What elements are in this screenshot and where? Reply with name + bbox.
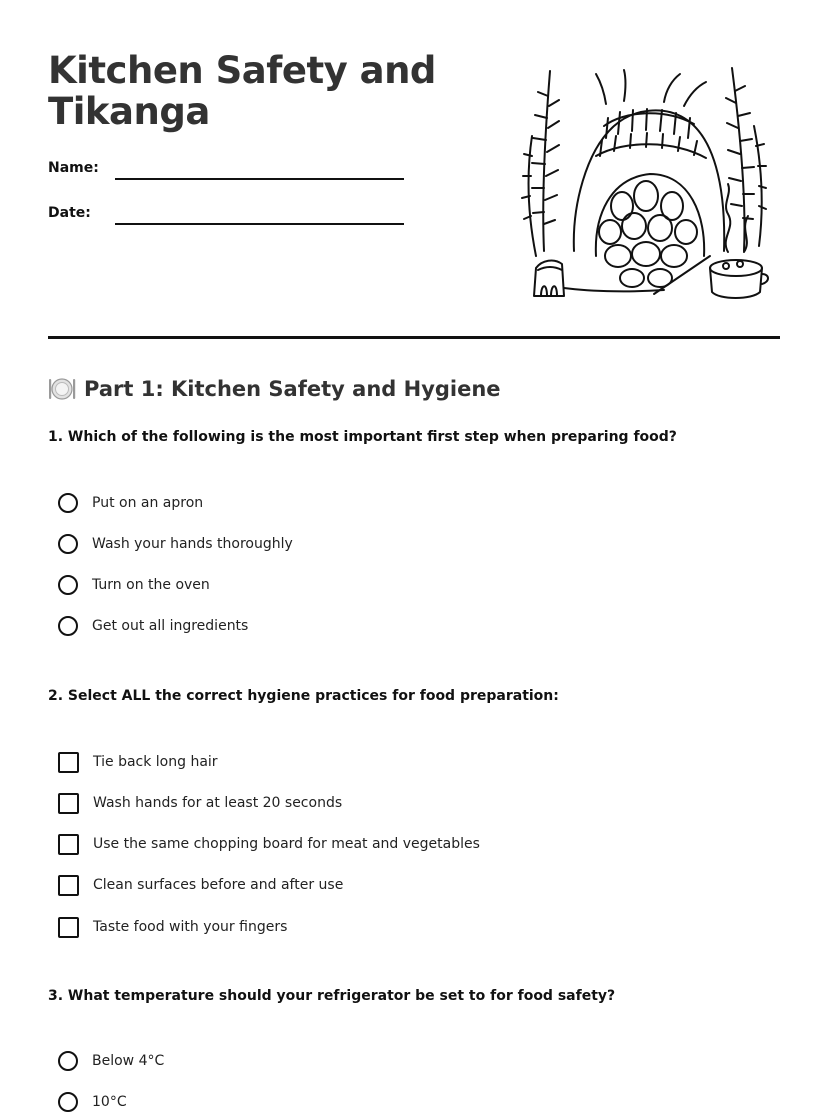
radio-button[interactable] bbox=[58, 616, 78, 636]
question-2: 2. Select ALL the correct hygiene practices for food preparation: bbox=[48, 688, 559, 704]
radio-button[interactable] bbox=[58, 575, 78, 595]
worksheet-title: Kitchen Safety and Tikanga bbox=[48, 49, 436, 133]
radio-button[interactable] bbox=[58, 1051, 78, 1071]
date-label: Date: bbox=[48, 205, 91, 221]
option-label: Below 4°C bbox=[92, 1053, 165, 1069]
name-line[interactable] bbox=[115, 178, 404, 180]
date-field[interactable] bbox=[48, 205, 408, 229]
name-label: Name: bbox=[48, 160, 99, 176]
option-label: 10°C bbox=[92, 1094, 127, 1110]
question-1: 1. Which of the following is the most important first step when preparing food? bbox=[48, 429, 677, 445]
question-3: 3. What temperature should your refrigerator be set to for food safety? bbox=[48, 988, 616, 1004]
checkbox[interactable] bbox=[58, 793, 79, 814]
q2-option-2[interactable] bbox=[58, 791, 342, 815]
q3-option-1[interactable] bbox=[58, 1049, 164, 1073]
option-label: Taste food with your fingers bbox=[93, 919, 288, 935]
name-field[interactable] bbox=[48, 160, 408, 184]
radio-button[interactable] bbox=[58, 534, 78, 554]
date-line[interactable] bbox=[115, 223, 404, 225]
q1-option-2[interactable] bbox=[58, 532, 293, 556]
q1-option-1[interactable] bbox=[58, 491, 203, 515]
checkbox[interactable] bbox=[58, 752, 79, 773]
checkbox[interactable] bbox=[58, 875, 79, 896]
option-label: Clean surfaces before and after use bbox=[93, 877, 344, 893]
option-label: Wash hands for at least 20 seconds bbox=[93, 795, 343, 811]
radio-button[interactable] bbox=[58, 493, 78, 513]
q2-option-5[interactable] bbox=[58, 915, 287, 939]
option-label: Get out all ingredients bbox=[92, 618, 249, 634]
q1-option-3[interactable] bbox=[58, 573, 210, 597]
option-label: Tie back long hair bbox=[93, 754, 218, 770]
radio-button[interactable] bbox=[58, 1092, 78, 1112]
option-label: Put on an apron bbox=[92, 495, 204, 511]
option-label: Use the same chopping board for meat and vegetables bbox=[93, 836, 480, 852]
q1-option-4[interactable] bbox=[58, 614, 248, 638]
hangi-illustration-icon bbox=[514, 56, 770, 306]
q2-option-4[interactable] bbox=[58, 873, 343, 897]
q2-option-1[interactable] bbox=[58, 750, 218, 774]
header-divider bbox=[48, 336, 780, 339]
plate-icon bbox=[48, 375, 76, 403]
q3-option-2[interactable] bbox=[58, 1090, 127, 1114]
part1-title: Part 1: Kitchen Safety and Hygiene bbox=[84, 377, 501, 401]
option-label: Wash your hands thoroughly bbox=[92, 536, 293, 552]
q2-option-3[interactable] bbox=[58, 832, 480, 856]
option-label: Turn on the oven bbox=[92, 577, 210, 593]
checkbox[interactable] bbox=[58, 834, 79, 855]
part1-heading bbox=[48, 374, 501, 404]
checkbox[interactable] bbox=[58, 917, 79, 938]
